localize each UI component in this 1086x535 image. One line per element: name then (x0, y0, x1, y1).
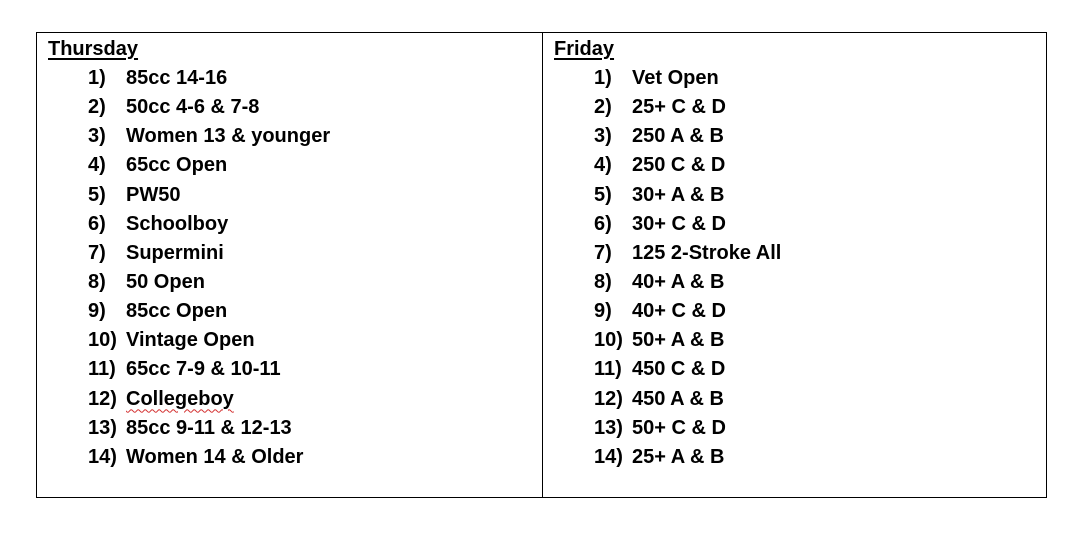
item-number: 12) (88, 387, 117, 410)
item-number: 3) (88, 125, 106, 148)
item-number: 9) (88, 300, 106, 323)
item-name: Supermini (126, 241, 224, 264)
item-name: 450 A & B (632, 387, 724, 410)
list-item (88, 414, 330, 443)
item-number: 8) (594, 270, 612, 293)
item-number: 9) (594, 300, 612, 323)
list-item (594, 326, 781, 355)
list-item (594, 93, 781, 122)
item-name: 125 2-Stroke All (632, 241, 782, 264)
item-number: 1) (88, 67, 106, 89)
item-number: 5) (594, 183, 612, 206)
item-name: 50+ A & B (632, 329, 725, 352)
list-item (88, 181, 330, 210)
item-name: 85cc Open (126, 300, 228, 323)
item-name: 85cc 9-11 & 12-13 (126, 416, 292, 439)
list-item (88, 239, 330, 268)
item-number: 6) (88, 212, 106, 235)
item-name: 65cc 7-9 & 10-11 (126, 358, 281, 381)
item-number: 11) (88, 358, 116, 381)
list-item (594, 64, 781, 93)
item-number: 12) (594, 387, 623, 410)
list-item (88, 64, 330, 93)
item-name: 30+ A & B (632, 183, 725, 206)
item-number: 4) (88, 154, 106, 177)
item-name: 25+ C & D (632, 96, 726, 119)
list-item (594, 268, 781, 297)
item-number: 6) (594, 212, 612, 235)
item-name: Vintage Open (126, 329, 255, 352)
item-number: 4) (594, 154, 612, 177)
item-name: 50 Open (126, 270, 205, 293)
item-name: Women 13 & younger (126, 125, 331, 148)
item-name: 250 C & D (632, 154, 726, 177)
item-name: 250 A & B (632, 125, 724, 148)
thursday-heading: Thursday (48, 38, 139, 60)
list-item (88, 268, 330, 297)
item-name: 85cc 14-16 (126, 67, 228, 89)
list-item (88, 297, 330, 326)
item-number: 13) (88, 416, 117, 439)
item-name-misspelled: Collegeboy (126, 387, 234, 410)
list-item (88, 210, 330, 239)
item-number: 3) (594, 125, 612, 148)
item-name: 40+ C & D (632, 300, 726, 323)
item-number: 2) (88, 96, 106, 119)
thursday-column (37, 33, 543, 497)
item-number: 5) (88, 183, 106, 206)
item-name: 40+ A & B (632, 270, 725, 293)
item-name: 30+ C & D (632, 212, 726, 235)
list-item (594, 443, 781, 472)
item-name: 50cc 4-6 & 7-8 (126, 96, 260, 119)
list-item (88, 443, 330, 472)
list-item (594, 297, 781, 326)
item-number: 10) (88, 329, 117, 352)
item-name: 65cc Open (126, 154, 228, 177)
friday-column (543, 33, 1046, 497)
item-number: 2) (594, 96, 612, 119)
friday-heading: Friday (554, 38, 615, 60)
item-number: 14) (594, 445, 623, 468)
item-name: Women 14 & Older (126, 445, 304, 468)
list-item (88, 385, 330, 414)
item-name: 25+ A & B (632, 445, 725, 468)
list-item (594, 210, 781, 239)
item-number: 1) (594, 67, 612, 89)
thursday-race-list (88, 64, 330, 472)
list-item (594, 414, 781, 443)
item-number: 7) (88, 241, 106, 264)
item-number: 13) (594, 416, 623, 439)
item-number: 10) (594, 329, 623, 352)
list-item (594, 181, 781, 210)
list-item (88, 326, 330, 355)
list-item (594, 151, 781, 180)
friday-race-list (594, 64, 781, 472)
list-item (88, 151, 330, 180)
list-item (594, 239, 781, 268)
item-name: 50+ C & D (632, 416, 726, 439)
list-item (88, 355, 330, 384)
item-number: 11) (594, 358, 622, 381)
item-number: 8) (88, 270, 106, 293)
item-name: Schoolboy (126, 212, 229, 235)
list-item (594, 355, 781, 384)
list-item (88, 122, 330, 151)
item-number: 7) (594, 241, 612, 264)
item-name: Vet Open (632, 67, 719, 89)
item-name: PW50 (126, 183, 181, 206)
item-name: 450 C & D (632, 358, 726, 381)
schedule-table (36, 32, 1047, 498)
list-item (594, 122, 781, 151)
list-item (88, 93, 330, 122)
list-item (594, 385, 781, 414)
item-number: 14) (88, 445, 117, 468)
